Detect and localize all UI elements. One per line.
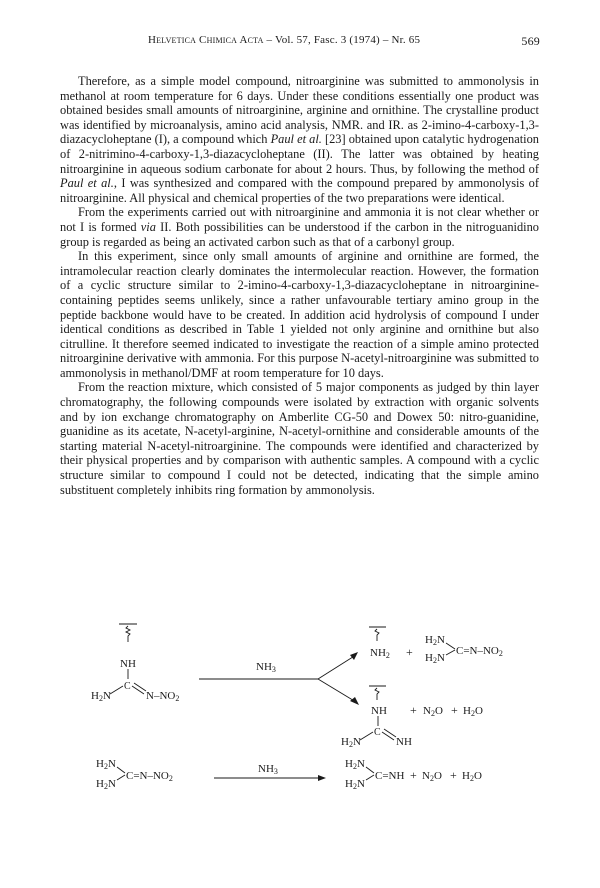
paragraph-4: From the reaction mixture, which consisted of 5 major components as judged by thin layer chromatography, the following compounds were isolated by extraction with organic solvents and by ion exchange chromatography on Amberlite CG-50 and Dowex 50: nitro-guanidine, guanidine as its acetate, N-acetyl-arginine, N-acetyl-ornithine and considerable amounts of the starting material N-acetyl-nitroarginine. The compounds were identified and characterized by their physical properties and by comparison with authentic samples. A compound with a cyclic structure similar to compound I could not be detected, indicating that the simple amino substituent completely inhibits ring formation by ammonolysis. bbox=[60, 380, 539, 497]
p2-text-b: II. Both possibilities can be understood if the carbon in the nitroguanidino group is regarded as being an activated carbon such as that of a carbonyl group. bbox=[60, 219, 539, 249]
page-number: 569 bbox=[521, 34, 540, 48]
plus-sign-5: + bbox=[450, 768, 457, 782]
product-amine bbox=[369, 627, 413, 660]
guanidine-h2n-bottom: H2N bbox=[345, 778, 365, 791]
product-nh-imino: NH bbox=[396, 736, 412, 748]
reactant-nitroarginine-fragment bbox=[91, 624, 179, 703]
paragraph-3: In this experiment, since only small amounts of arginine and ornithine are formed, the intramolecular reaction clearly dominates the intermolecular reaction. However, the formation of a cyclic structure similar to 2-imino-4-carboxy-1,3-diazacycloheptane in nitroarginine-containing peptides seems unlikely, since a rather unfavourable tertiary amino group in the peptide backbone would have to be created. In addition acid hydrolysis of compound I under identical conditions as described in Table 1 yielded not only arginine and ornithine but also citrulline. It therefore seemed indicated to investigate the reaction of a simple amino protected nitroarginine derivative with ammonia. For this purpose N-acetyl-nitroarginine was submitted to ammonolysis in methanol/DMF at room temperature for 10 days. bbox=[60, 249, 539, 380]
bottom-cnno2: C=N–NO2 bbox=[126, 770, 173, 783]
product-nitroguanidine bbox=[425, 634, 503, 665]
nitroguanidine-cnno2: C=N–NO2 bbox=[456, 645, 503, 658]
plus-sign-2: + bbox=[410, 703, 417, 717]
reaction-arrows-top bbox=[199, 652, 359, 705]
product-nh-label: NH bbox=[371, 705, 387, 717]
reactant-nno2-label: N–NO2 bbox=[146, 690, 180, 703]
p2-italic-via: via bbox=[140, 219, 156, 234]
product-h2n-label: H2N bbox=[341, 736, 361, 749]
reagent-nh3-bottom: NH3 bbox=[258, 763, 278, 776]
plus-sign-4: + bbox=[410, 768, 417, 782]
p1-text-c: , I was synthesized and compared with the compound prepared by ammonolysis of nitroarginine. All physical and chemical properties of the two preparations were identical. bbox=[60, 176, 540, 205]
plus-sign-3: + bbox=[451, 703, 458, 717]
bottom-h2n-top: H2N bbox=[96, 758, 116, 771]
bottom-byproduct-n2o: N2O bbox=[422, 770, 442, 783]
product-nh2-label: NH2 bbox=[370, 647, 390, 660]
reactant-nh-label: NH bbox=[120, 658, 136, 670]
journal-name: Helvetica Chimica Acta bbox=[148, 34, 264, 46]
bottom-h2n-bottom: H2N bbox=[96, 778, 116, 791]
nitroguanidine-h2n-bottom: H2N bbox=[425, 652, 445, 665]
guanidine-h2n-top: H2N bbox=[345, 758, 365, 771]
reactant-c-label: C bbox=[124, 681, 131, 692]
reaction-bottom bbox=[96, 758, 482, 791]
p1-citation-1: Paul et al. bbox=[270, 132, 322, 147]
p1-text-a: Therefore, as a simple model compound, nitroarginine was submitted to ammonolysis in methanol at room temperature for 6 days. Under these conditions essentially one product was obtained besides small amounts of nitroarginine, arginine and ornithine. The crystalline product was identified by microanalysis, amino acid analysis, NMR. and IR. as 2-imino-4-carboxy-1,3-diazacycloheptane (I), a compound which bbox=[60, 74, 539, 147]
p1-citation-2: Paul et al. bbox=[60, 176, 114, 191]
running-title: Helvetica Chimica Acta – Vol. 57, Fasc. 3 (1974) – Nr. 65 bbox=[148, 34, 421, 46]
byproduct-h2o: H2O bbox=[463, 705, 483, 718]
guanidine-cnh: C=NH bbox=[375, 770, 405, 782]
product-guanidine-derivative bbox=[341, 686, 483, 749]
p2-text-a: From the experiments carried out with nitroarginine and ammonia it is not clear whether or not I is formed bbox=[60, 205, 539, 234]
plus-sign-1: + bbox=[406, 645, 413, 659]
byproduct-n2o: N2O bbox=[423, 705, 443, 718]
reactant-h2n-label: H2N bbox=[91, 690, 111, 703]
product-c-label: C bbox=[374, 727, 381, 738]
issue-info: Vol. 57, Fasc. 3 (1974) – Nr. 65 bbox=[274, 34, 421, 46]
p1-text-b: [23] obtained upon catalytic hydrogenation of 2-nitrimino-4-carboxy-1,3-diazacycloheptane (II). The latter was obtained by heating nitroarginine in aqueous sodium carbonate for about 2 hours. Thus, by following the method of bbox=[60, 132, 539, 176]
bottom-byproduct-h2o: H2O bbox=[462, 770, 482, 783]
reagent-nh3-top: NH3 bbox=[256, 661, 276, 674]
nitroguanidine-h2n-top: H2N bbox=[425, 634, 445, 647]
